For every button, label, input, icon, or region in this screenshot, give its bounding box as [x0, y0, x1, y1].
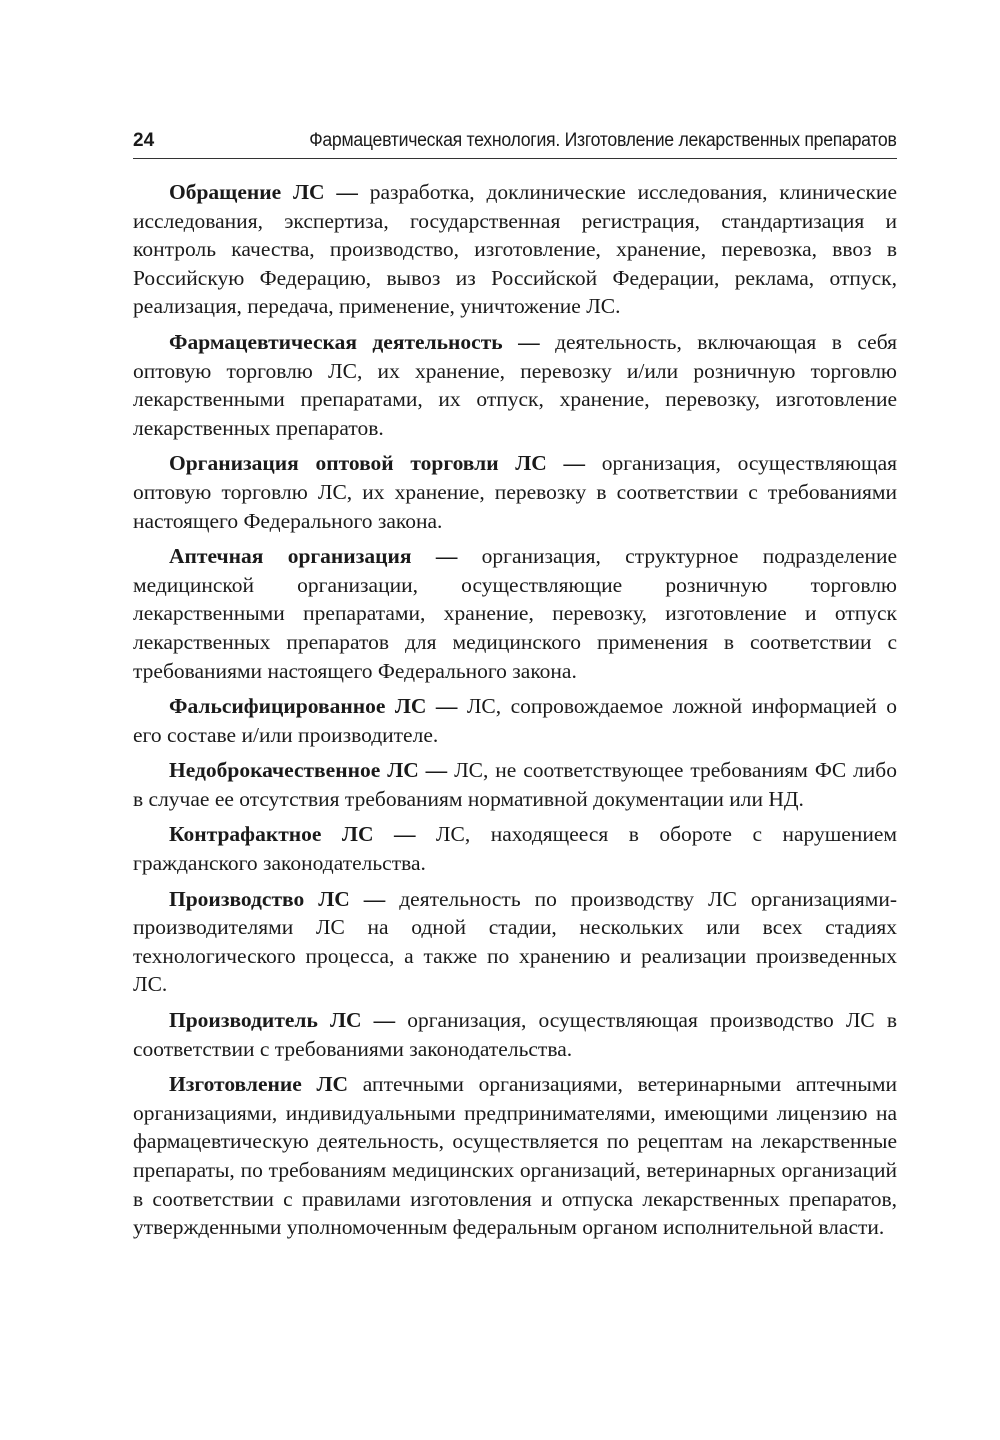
definition-paragraph — [133, 692, 897, 749]
definition-paragraph — [133, 178, 897, 321]
definition-paragraph — [133, 328, 897, 442]
definition-text: организация, осуществляющая производство ЛС в соответствии с требованиями законодательства. — [133, 1008, 897, 1061]
definition-term: Фармацевтическая деятельность — — [169, 329, 540, 354]
page-number: 24 — [133, 130, 155, 151]
definition-text: ЛС, не соответствующее требованиям ФС либо в случае ее отсутствия требованиям нормативной документации или НД. — [133, 758, 897, 811]
definition-text: ЛС, находящееся в обороте с нарушением гражданского законодательства. — [133, 822, 897, 876]
definition-paragraph — [133, 1070, 897, 1242]
definition-term: Фальсифицированное ЛС — — [169, 694, 458, 719]
definition-paragraph — [133, 1006, 897, 1063]
definition-term: Организация оптовой торговли ЛС — — [169, 451, 586, 476]
definition-text: аптечными организациями, ветеринарными аптечными организациями, индивидуальными предпринимателями, имеющими лицензию на фармацевтическую деятельность, осуществляется по рецептам на лекарственные препараты, по требованиям медицинских организаций, ветеринарных организаций в соответствии с правилами изготовления и отпуска лекарственных препаратов, утвержденными уполномоченным федеральным органом исполнительной власти. — [133, 1072, 897, 1240]
definition-paragraph — [133, 449, 897, 535]
definitions-text — [133, 178, 897, 1249]
definition-paragraph — [133, 885, 897, 999]
definition-term: Производитель ЛС — — [169, 1008, 396, 1033]
definition-term: Изготовление ЛС — [169, 1072, 349, 1097]
definition-term: Обращение ЛС — — [169, 180, 358, 204]
running-title: Фармацевтическая технология. Изготовление лекарственных препаратов — [309, 130, 897, 151]
definition-text: ЛС, сопровождаемое ложной информацией о его составе и/или производителе. — [133, 694, 897, 747]
definition-term: Недоброкачественное ЛС — — [169, 758, 448, 783]
definition-paragraph — [133, 820, 897, 877]
definition-text: разработка, доклинические исследования, клинические исследования, экспертиза, государственная регистрация, стандартизация и контроль качества, производство, изготовление, хранение, перевозка, ввоз в Российскую Федерацию, вывоз из Российской Федерации, реклама, отпуск, реализация, передача, применение, уничтожение ЛС. — [133, 180, 897, 319]
running-header — [133, 128, 897, 159]
definition-term: Производство ЛС — — [169, 886, 386, 911]
definition-text: деятельность по производству ЛС организациями-производителями ЛС на одной стадии, нескольких или всех стадиях технологического процесса, а также по хранению и реализации произведенных ЛС. — [133, 886, 897, 997]
definition-text: деятельность, включающая в себя оптовую торговлю ЛС, их хранение, перевозку и/или розничную торговлю лекарственными препаратами, их отпуск, хранение, перевозку, изготовление лекарственных препаратов. — [133, 329, 897, 440]
definition-term: Аптечная организация — — [169, 544, 458, 569]
definition-paragraph — [133, 756, 897, 813]
definition-term: Контрафактное ЛС — — [169, 822, 416, 847]
definition-text: организация, осуществляющая оптовую торговлю ЛС, их хранение, перевозку в соответствии с требованиями настоящего Федерального закона. — [133, 451, 898, 533]
definition-paragraph — [133, 542, 897, 685]
definition-text: организация, структурное подразделение медицинской организации, осуществляющие розничную торговлю лекарственными препаратами, хранение, перевозку, изготовление и отпуск лекарственных препаратов для медицинского применения в соответствии с требованиями настоящего Федерального закона. — [133, 544, 898, 683]
